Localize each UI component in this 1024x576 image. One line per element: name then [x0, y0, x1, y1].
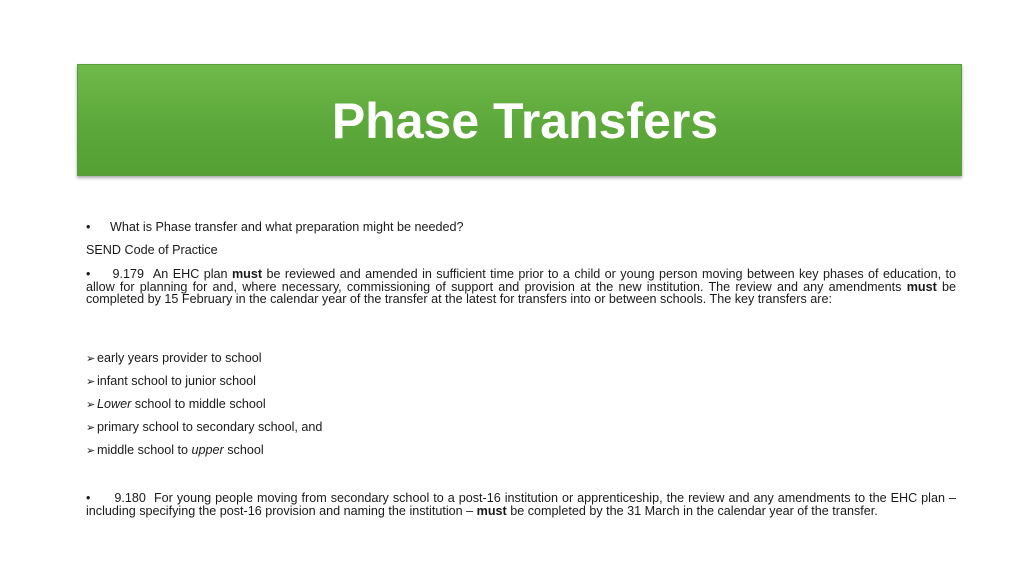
transfer-text: middle school to: [97, 443, 192, 457]
paragraph-number: 9.180: [114, 491, 146, 505]
transfer-item: [86, 397, 266, 413]
transfer-item: [86, 443, 264, 459]
transfer-item: [86, 351, 262, 367]
emphasis-must: must: [476, 503, 507, 518]
question-text: What is Phase transfer and what preparation might be needed?: [110, 220, 464, 234]
arrow-bullet-icon: ➢: [86, 422, 96, 434]
arrow-bullet-icon: ➢: [86, 445, 96, 457]
transfer-text: primary school to secondary school, and: [97, 420, 323, 434]
paragraph-text: be completed by 15 February in the calendar year of the transfer at the latest for transfers into or between schools. The key transfers are:: [86, 279, 956, 306]
paragraph-text: be reviewed and amended in sufficient time prior to a child or young person moving between key phases of education, to allow for planning for and, where necessary, commissioning of support and provision at the new institution. The review and any amendments: [86, 267, 957, 294]
paragraph-text: For young people moving from secondary school to a post-16 institution or apprenticeship, the review and any amendments to the EHC plan – including specifying the post-16 provision and naming the institution –: [86, 491, 956, 518]
transfer-text: early years provider to school: [97, 351, 262, 365]
emphasis-must: must: [231, 267, 263, 281]
transfer-text: infant school to junior school: [97, 374, 256, 388]
paragraph-text: be completed by the 31 March in the calendar year of the transfer.: [506, 503, 878, 518]
arrow-bullet-icon: ➢: [86, 376, 96, 388]
paragraph-text: An EHC plan: [152, 267, 232, 281]
arrow-bullet-icon: ➢: [86, 353, 96, 365]
transfer-text: school: [223, 443, 264, 457]
transfer-item: [86, 374, 256, 390]
bullet: •: [86, 267, 91, 281]
question-line: [86, 220, 464, 235]
transfer-text: school to middle school: [131, 397, 266, 411]
paragraph-9180: [86, 492, 956, 517]
paragraph-number: 9.179: [112, 267, 145, 281]
transfer-emphasis: upper: [191, 443, 224, 457]
title-banner: [77, 64, 962, 176]
transfer-emphasis: Lower: [97, 397, 132, 411]
arrow-bullet-icon: ➢: [86, 399, 96, 411]
paragraph-9179: [86, 268, 956, 306]
slide-title: Phase Transfers: [331, 93, 719, 149]
transfer-item: [86, 420, 322, 436]
emphasis-must: must: [906, 279, 937, 294]
bullet: •: [86, 491, 91, 505]
bullet: •: [86, 220, 91, 234]
source-heading: SEND Code of Practice: [86, 243, 218, 257]
